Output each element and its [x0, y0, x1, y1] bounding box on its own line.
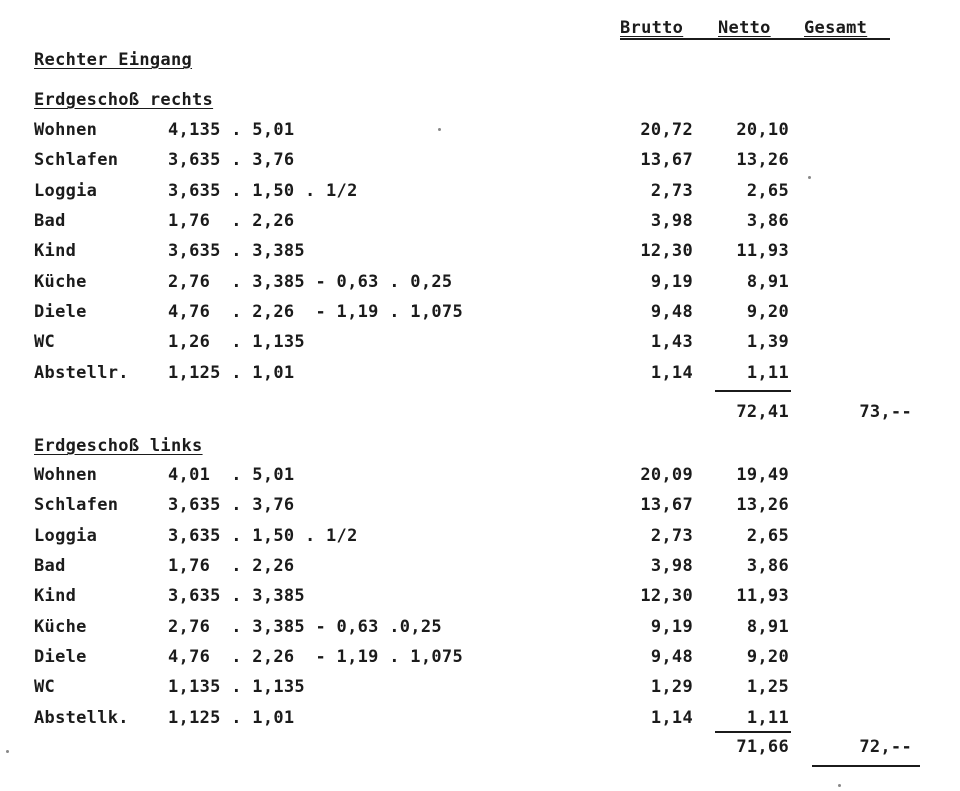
- room-formula: 3,635 . 1,50 . 1/2: [168, 526, 358, 546]
- netto-value: 13,26: [736, 150, 789, 170]
- room-label: Bad: [34, 211, 66, 231]
- brutto-value: 1,14: [650, 708, 693, 728]
- netto-value: 11,93: [736, 241, 789, 261]
- brutto-value: 20,09: [640, 465, 693, 485]
- room-label: Bad: [34, 556, 66, 576]
- room-formula: 4,76 . 2,26 - 1,19 . 1,075: [168, 647, 463, 667]
- room-label: Schlafen: [34, 495, 119, 515]
- room-label: Kind: [34, 241, 77, 261]
- paper-speck: [6, 750, 9, 753]
- gesamt-total: 72,--: [859, 737, 912, 757]
- brutto-value: 9,19: [650, 617, 693, 637]
- brutto-value: 1,29: [650, 677, 693, 697]
- brutto-value: 1,14: [650, 363, 693, 383]
- room-formula: 3,635 . 3,385: [168, 241, 305, 261]
- room-label: Küche: [34, 272, 87, 292]
- netto-value: 11,93: [736, 586, 789, 606]
- room-formula: 3,635 . 1,50 . 1/2: [168, 181, 358, 201]
- paper-speck: [838, 784, 841, 787]
- room-formula: 3,635 . 3,385: [168, 586, 305, 606]
- column-header-brutto: Brutto: [620, 18, 684, 38]
- brutto-value: 2,73: [650, 526, 693, 546]
- netto-value: 20,10: [736, 120, 789, 140]
- room-formula: 1,26 . 1,135: [168, 332, 305, 352]
- section-title: Erdgeschoß links: [34, 436, 203, 456]
- room-label: Diele: [34, 647, 87, 667]
- room-label: Loggia: [34, 526, 98, 546]
- room-label: Schlafen: [34, 150, 119, 170]
- room-label: WC: [34, 677, 56, 697]
- column-header-gesamt: Gesamt: [804, 18, 868, 38]
- room-formula: 4,01 . 5,01: [168, 465, 295, 485]
- room-label: Diele: [34, 302, 87, 322]
- sum-rule: [715, 390, 791, 392]
- brutto-value: 9,48: [650, 302, 693, 322]
- gesamt-underline: [812, 765, 920, 767]
- netto-value: 8,91: [746, 272, 789, 292]
- room-formula: 3,635 . 3,76: [168, 150, 295, 170]
- column-header-netto: Netto: [718, 18, 771, 38]
- brutto-value: 13,67: [640, 150, 693, 170]
- header-underline: [620, 38, 890, 40]
- room-formula: 2,76 . 3,385 - 0,63 . 0,25: [168, 272, 453, 292]
- brutto-value: 9,19: [650, 272, 693, 292]
- room-label: Abstellr.: [34, 363, 129, 383]
- room-label: Loggia: [34, 181, 98, 201]
- room-formula: 4,76 . 2,26 - 1,19 . 1,075: [168, 302, 463, 322]
- brutto-value: 12,30: [640, 586, 693, 606]
- netto-value: 1,11: [746, 708, 789, 728]
- room-label: Wohnen: [34, 465, 98, 485]
- brutto-value: 13,67: [640, 495, 693, 515]
- room-label: Küche: [34, 617, 87, 637]
- paper-speck: [808, 176, 811, 179]
- netto-total: 72,41: [736, 402, 789, 422]
- netto-value: 2,65: [746, 181, 789, 201]
- brutto-value: 9,48: [650, 647, 693, 667]
- netto-total: 71,66: [736, 737, 789, 757]
- gesamt-total: 73,--: [859, 402, 912, 422]
- brutto-value: 1,43: [650, 332, 693, 352]
- netto-value: 1,39: [746, 332, 789, 352]
- netto-value: 2,65: [746, 526, 789, 546]
- netto-value: 8,91: [746, 617, 789, 637]
- brutto-value: 2,73: [650, 181, 693, 201]
- netto-value: 1,25: [746, 677, 789, 697]
- netto-value: 1,11: [746, 363, 789, 383]
- room-formula: 3,635 . 3,76: [168, 495, 295, 515]
- room-formula: 4,135 . 5,01: [168, 120, 295, 140]
- section-title: Erdgeschoß rechts: [34, 90, 214, 110]
- room-formula: 1,76 . 2,26: [168, 556, 295, 576]
- room-formula: 2,76 . 3,385 - 0,63 .0,25: [168, 617, 442, 637]
- netto-value: 3,86: [746, 211, 789, 231]
- netto-value: 3,86: [746, 556, 789, 576]
- brutto-value: 20,72: [640, 120, 693, 140]
- room-formula: 1,135 . 1,135: [168, 677, 305, 697]
- room-label: Wohnen: [34, 120, 98, 140]
- netto-value: 9,20: [746, 647, 789, 667]
- brutto-value: 12,30: [640, 241, 693, 261]
- room-label: Abstellk.: [34, 708, 129, 728]
- room-formula: 1,76 . 2,26: [168, 211, 295, 231]
- entrance-heading: Rechter Eingang: [34, 50, 193, 70]
- brutto-value: 3,98: [650, 211, 693, 231]
- netto-value: 13,26: [736, 495, 789, 515]
- room-label: Kind: [34, 586, 77, 606]
- room-formula: 1,125 . 1,01: [168, 708, 295, 728]
- room-label: WC: [34, 332, 56, 352]
- brutto-value: 3,98: [650, 556, 693, 576]
- netto-value: 19,49: [736, 465, 789, 485]
- room-formula: 1,125 . 1,01: [168, 363, 295, 383]
- sum-rule: [715, 731, 791, 733]
- paper-speck: [438, 128, 441, 131]
- netto-value: 9,20: [746, 302, 789, 322]
